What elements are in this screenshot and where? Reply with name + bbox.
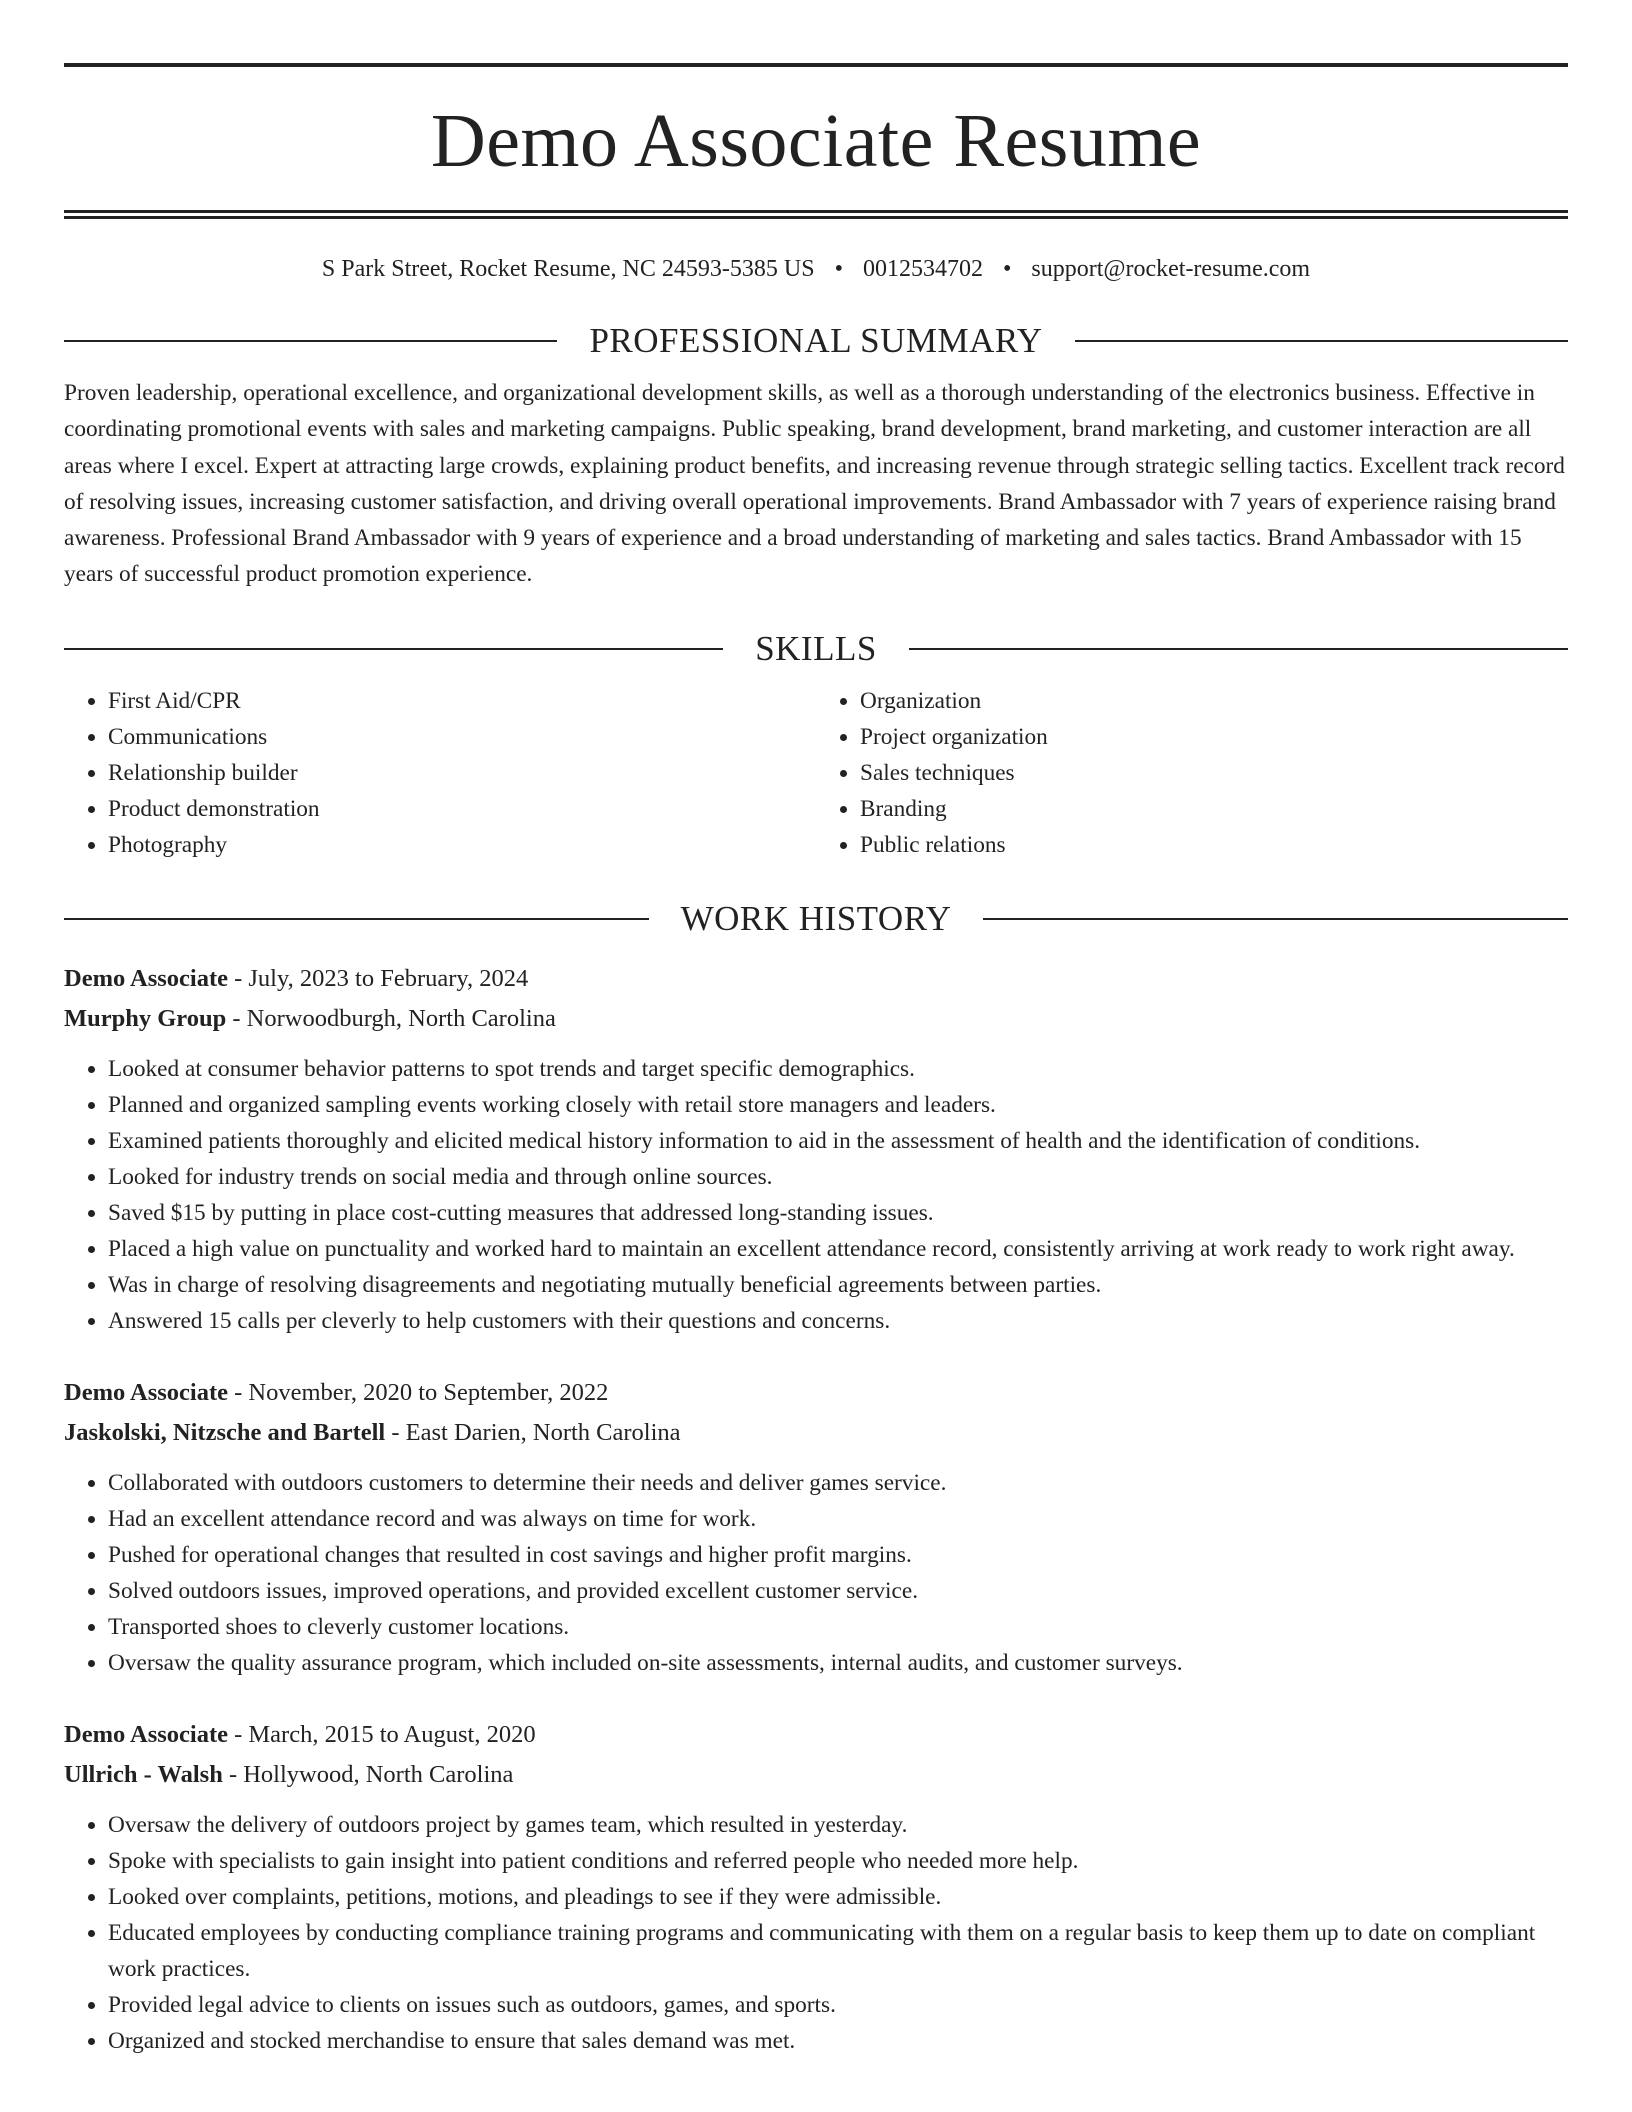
section-header-work [64,897,1568,941]
job-bullet: • Placed a high value on punctuality and worked hard to maintain an excellent attendance record, consistently arriving at work ready to work right away. [108,1231,1568,1267]
job-title-line [64,1715,1568,1755]
section-header-summary [64,319,1568,363]
skill-item: • Public relations [860,827,1568,863]
job-bullet: • Examined patients thoroughly and elicited medical history information to aid in the assessment of health and the identification of conditions. [108,1123,1568,1159]
job-title: Demo Associate [64,1378,228,1406]
resume-title: Demo Associate Resume [430,99,1202,183]
job-company: Murphy Group [64,1004,227,1032]
skill-item: • Sales techniques [860,755,1568,791]
job-company: Ullrich - Walsh [64,1760,223,1788]
job-bullet: • Planned and organized sampling events working closely with retail store managers and leaders. [108,1087,1568,1123]
section-title: PROFESSIONAL SUMMARY [589,321,1043,360]
job-bullet: • Looked over complaints, petitions, motions, and pleadings to see if they were admissible. [108,1879,1568,1915]
job-location: - Hollywood, North Carolina [222,1760,514,1788]
job-bullet: • Pushed for operational changes that resulted in cost savings and higher profit margins. [108,1537,1568,1573]
section-title: SKILLS [755,628,877,668]
title-double-rule [64,210,1568,219]
job-dates: - July, 2023 to February, 2024 [227,964,529,992]
job-bullet: • Saved $15 by putting in place cost-cutting measures that addressed long-standing issues. [108,1195,1568,1231]
job-title: Demo Associate [64,964,228,992]
skill-item: • Photography [108,827,816,863]
job-bullets [64,1807,1568,2059]
job-title: Demo Associate [64,1720,228,1748]
job-bullets [64,1051,1568,1339]
job-bullet: • Solved outdoors issues, improved operations, and provided excellent customer service. [108,1573,1568,1609]
skills-column-right [816,683,1568,863]
summary-text: Proven leadership, operational excellence, and organizational development skills, as well as a thorough understanding of the electronics business. Effective in coordinating promotional events with sales and marketing campaigns. Public speaking, brand development, brand marketing, and customer interaction are all areas where I excel. Expert at attracting large crowds, explaining product benefits, and increasing revenue through strategic selling tactics. Excellent track record of resolving issues, increasing customer satisfaction, and driving overall operational improvements. Brand Ambassador with 7 years of experience raising brand awareness. Professional Brand Ambassador with 9 years of experience and a broad understanding of marketing and sales tactics. Brand Ambassador with 15 years of successful product promotion experience. [64,380,1565,588]
job-bullet: • Looked for industry trends on social media and through online sources. [108,1159,1568,1195]
job-bullet: • Collaborated with outdoors customers to determine their needs and deliver games service. [108,1465,1568,1501]
contact-address: S Park Street, Rocket Resume, NC 24593-5385 US [321,256,815,282]
skills-list [64,683,1568,863]
section-rule [1075,340,1568,342]
section-rule [64,648,723,650]
contact-line [64,253,1568,285]
section-rule [64,918,649,920]
section-rule [909,648,1568,650]
job-dates: - March, 2015 to August, 2020 [227,1720,536,1748]
resume-page [64,0,1568,2059]
job-company-line [64,999,1568,1039]
section-title: WORK HISTORY [680,898,952,938]
job-entry [64,1373,1568,1681]
section-rule [64,340,557,342]
job-bullet: • Transported shoes to cleverly customer locations. [108,1609,1568,1645]
job-bullet: • Answered 15 calls per cleverly to help customers with their questions and concerns. [108,1303,1568,1339]
skill-item: • Organization [860,683,1568,719]
job-company: Jaskolski, Nitzsche and Bartell [64,1418,386,1446]
job-bullet: • Provided legal advice to clients on issues such as outdoors, games, and sports. [108,1987,1568,2023]
job-bullet: • Educated employees by conducting compliance training programs and communicating with them on a regular basis to keep them up to date on compliant work practices. [108,1915,1568,1987]
section-header-skills [64,627,1568,671]
job-bullet: • Spoke with specialists to gain insight into patient conditions and referred people who needed more help. [108,1843,1568,1879]
skill-item: • Communications [108,719,816,755]
job-bullet: • Had an excellent attendance record and was always on time for work. [108,1501,1568,1537]
contact-separator: • [834,256,843,282]
skill-item: • First Aid/CPR [108,683,816,719]
job-bullet: • Oversaw the delivery of outdoors project by games team, which resulted in yesterday. [108,1807,1568,1843]
job-entry [64,959,1568,1339]
job-title-line [64,959,1568,999]
section-rule [983,918,1568,920]
job-company-line [64,1755,1568,1795]
job-bullet: • Looked at consumer behavior patterns to spot trends and target specific demographics. [108,1051,1568,1087]
contact-phone: 0012534702 [862,256,983,282]
job-title-line [64,1373,1568,1413]
skill-item: • Product demonstration [108,791,816,827]
job-dates: - November, 2020 to September, 2022 [227,1378,609,1406]
job-bullet: • Organized and stocked merchandise to ensure that sales demand was met. [108,2023,1568,2059]
job-bullets [64,1465,1568,1681]
job-entry [64,1715,1568,2059]
contact-email: support@rocket-resume.com [1031,256,1311,282]
skill-item: • Project organization [860,719,1568,755]
job-company-line [64,1413,1568,1453]
top-rule [64,63,1568,67]
job-bullet: • Oversaw the quality assurance program, which included on-site assessments, internal audits, and customer surveys. [108,1645,1568,1681]
job-location: - East Darien, North Carolina [385,1418,681,1446]
job-bullet: • Was in charge of resolving disagreements and negotiating mutually beneficial agreements between parties. [108,1267,1568,1303]
skill-item: • Branding [860,791,1568,827]
contact-separator: • [1002,256,1012,282]
skills-column-left [64,683,816,863]
skill-item: • Relationship builder [108,755,816,791]
job-location: - Norwoodburgh, North Carolina [226,1004,556,1032]
